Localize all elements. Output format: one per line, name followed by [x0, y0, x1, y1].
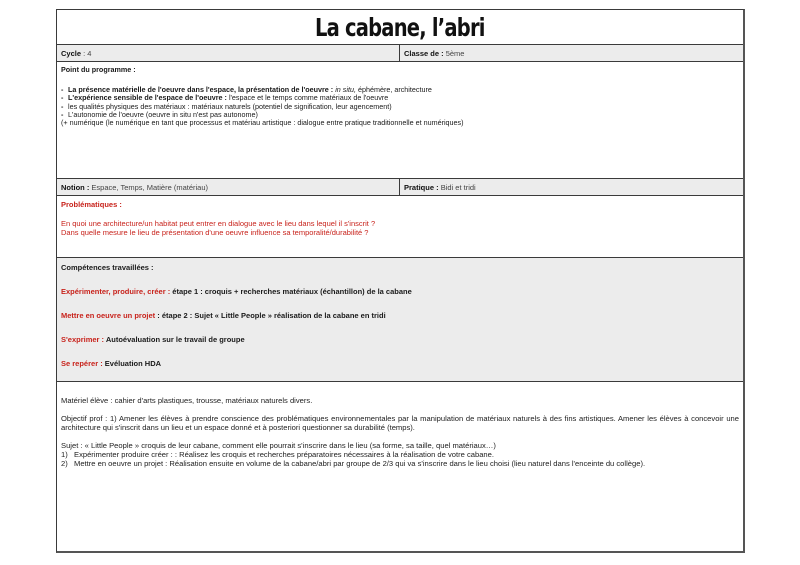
document-title: La cabane, l’abri — [315, 12, 485, 42]
competences-heading: Compétences travaillées : — [61, 263, 154, 272]
problematique-line: Dans quelle mesure le lieu de présentation d'une oeuvre influence sa temporalité/durabilité ? — [61, 228, 369, 237]
cycle-cell — [57, 45, 400, 61]
cycle-separator: : — [81, 49, 88, 58]
sujet: Sujet : « Little People » croquis de leur cabane, comment elle pourrait s'inscrire dans le lieu (sa forme, sa taille, quel matériaux…) — [61, 441, 496, 450]
programme-heading: Point du programme : — [61, 65, 136, 74]
programme-section — [57, 61, 743, 178]
bullet-dash-icon: - — [61, 101, 64, 111]
lesson-sheet — [56, 9, 745, 553]
problematiques-heading: Problématiques : — [61, 200, 122, 209]
competence-text: Evéluation HDA — [104, 359, 162, 368]
step-number: 1) — [61, 450, 68, 459]
notion-pratique-row — [57, 178, 743, 195]
competence-item — [61, 311, 739, 320]
materiel-eleve: Matériel élève : cahier d'arts plastiques, trousse, matériaux naturels divers. — [61, 396, 313, 405]
programme-item-bold: La présence matérielle de l'oeuvre dans l'espace, la présentation de l'oeuvre : — [68, 85, 336, 95]
competence-label: S'exprimer : — [61, 335, 106, 344]
objectif-prof: Objectif prof : 1) Amener les élèves à prendre conscience des problématiques environnementales par la manipulation de matériaux naturels à des fins artistiques. Amener les élèves à concevoir une architecture qui s'inscrit dans un lieu et un espace donné et à posteriori questionner sa durabilité (temps). — [61, 414, 739, 432]
competence-text: Autoévaluation sur le travail de groupe — [105, 335, 245, 344]
bullet-dash-icon: - — [61, 93, 64, 103]
competence-item — [61, 335, 739, 344]
cycle-value: 4 — [87, 49, 92, 58]
notion-value: Espace, Temps, Matière (matériau) — [91, 183, 208, 192]
step-number: 2) — [61, 459, 68, 468]
pratique-cell — [400, 179, 743, 195]
notion-cell — [57, 179, 400, 195]
details-section — [57, 381, 743, 551]
bullet-dash-icon: - — [61, 109, 64, 119]
problematique-line: En quoi une architecture/un habitat peut entrer en dialogue avec le lieu dans lequel il s'inscrit ? — [61, 219, 376, 228]
programme-item-italic: in situ, — [335, 85, 356, 95]
competence-label: Expérimenter, produire, créer : — [61, 287, 173, 296]
competence-text: : étape 2 : Sujet « Little People » réalisation de la cabane en tridi — [155, 311, 386, 320]
competence-text: étape 1 : croquis + recherches matériaux (échantillon) de la cabane — [172, 287, 412, 296]
classe-cell — [400, 45, 743, 61]
programme-item-text: éphémère, architecture — [355, 85, 432, 95]
competence-item — [61, 287, 739, 296]
step-text: Mettre en oeuvre un projet : Réalisation ensuite en volume de la cabane/abri par groupe de 2/3 qui va s'inscrire dans le lieu choisi (lieu naturel dans l'enceinte du collège). — [74, 459, 646, 468]
programme-item-text: L'autonomie de l'oeuvre (oeuvre in situ n'est pas autonome) — [68, 109, 258, 119]
cycle-classe-row — [57, 44, 743, 61]
programme-item-text: l'espace et le temps comme matériaux de l'oeuvre — [228, 93, 389, 103]
notion-label: Notion : — [61, 183, 92, 192]
pratique-label: Pratique : — [404, 183, 441, 192]
competences-section — [57, 257, 743, 381]
title-row — [57, 10, 743, 44]
programme-note: (+ numérique (le numérique en tant que processus et matériau artistique : dialogue entre pratique traditionnelle et numériques) — [61, 118, 464, 128]
competence-item — [61, 359, 739, 368]
step-item — [61, 459, 739, 468]
competence-label: Se repérer : — [61, 359, 105, 368]
bullet-dash-icon: - — [61, 85, 64, 95]
step-item — [61, 450, 739, 459]
problematiques-section — [57, 195, 743, 257]
classe-label: Classe de : — [404, 49, 446, 58]
competence-label: Mettre en oeuvre un projet — [61, 311, 156, 320]
programme-item-bold: L'expérience sensible de l'espace de l'oeuvre : — [68, 93, 229, 103]
classe-value: 5ème — [445, 49, 465, 58]
programme-item-text: les qualités physiques des matériaux : matériaux naturels (potentiel de signification, leur agencement) — [68, 101, 392, 111]
steps-list — [61, 450, 739, 468]
step-text: Expérimenter produire créer : : Réalisez les croquis et recherches préparatoires nécessaires à la réalisation de votre cabane. — [74, 450, 494, 459]
pratique-value: Bidi et tridi — [440, 183, 476, 192]
cycle-label: Cycle — [61, 49, 82, 58]
